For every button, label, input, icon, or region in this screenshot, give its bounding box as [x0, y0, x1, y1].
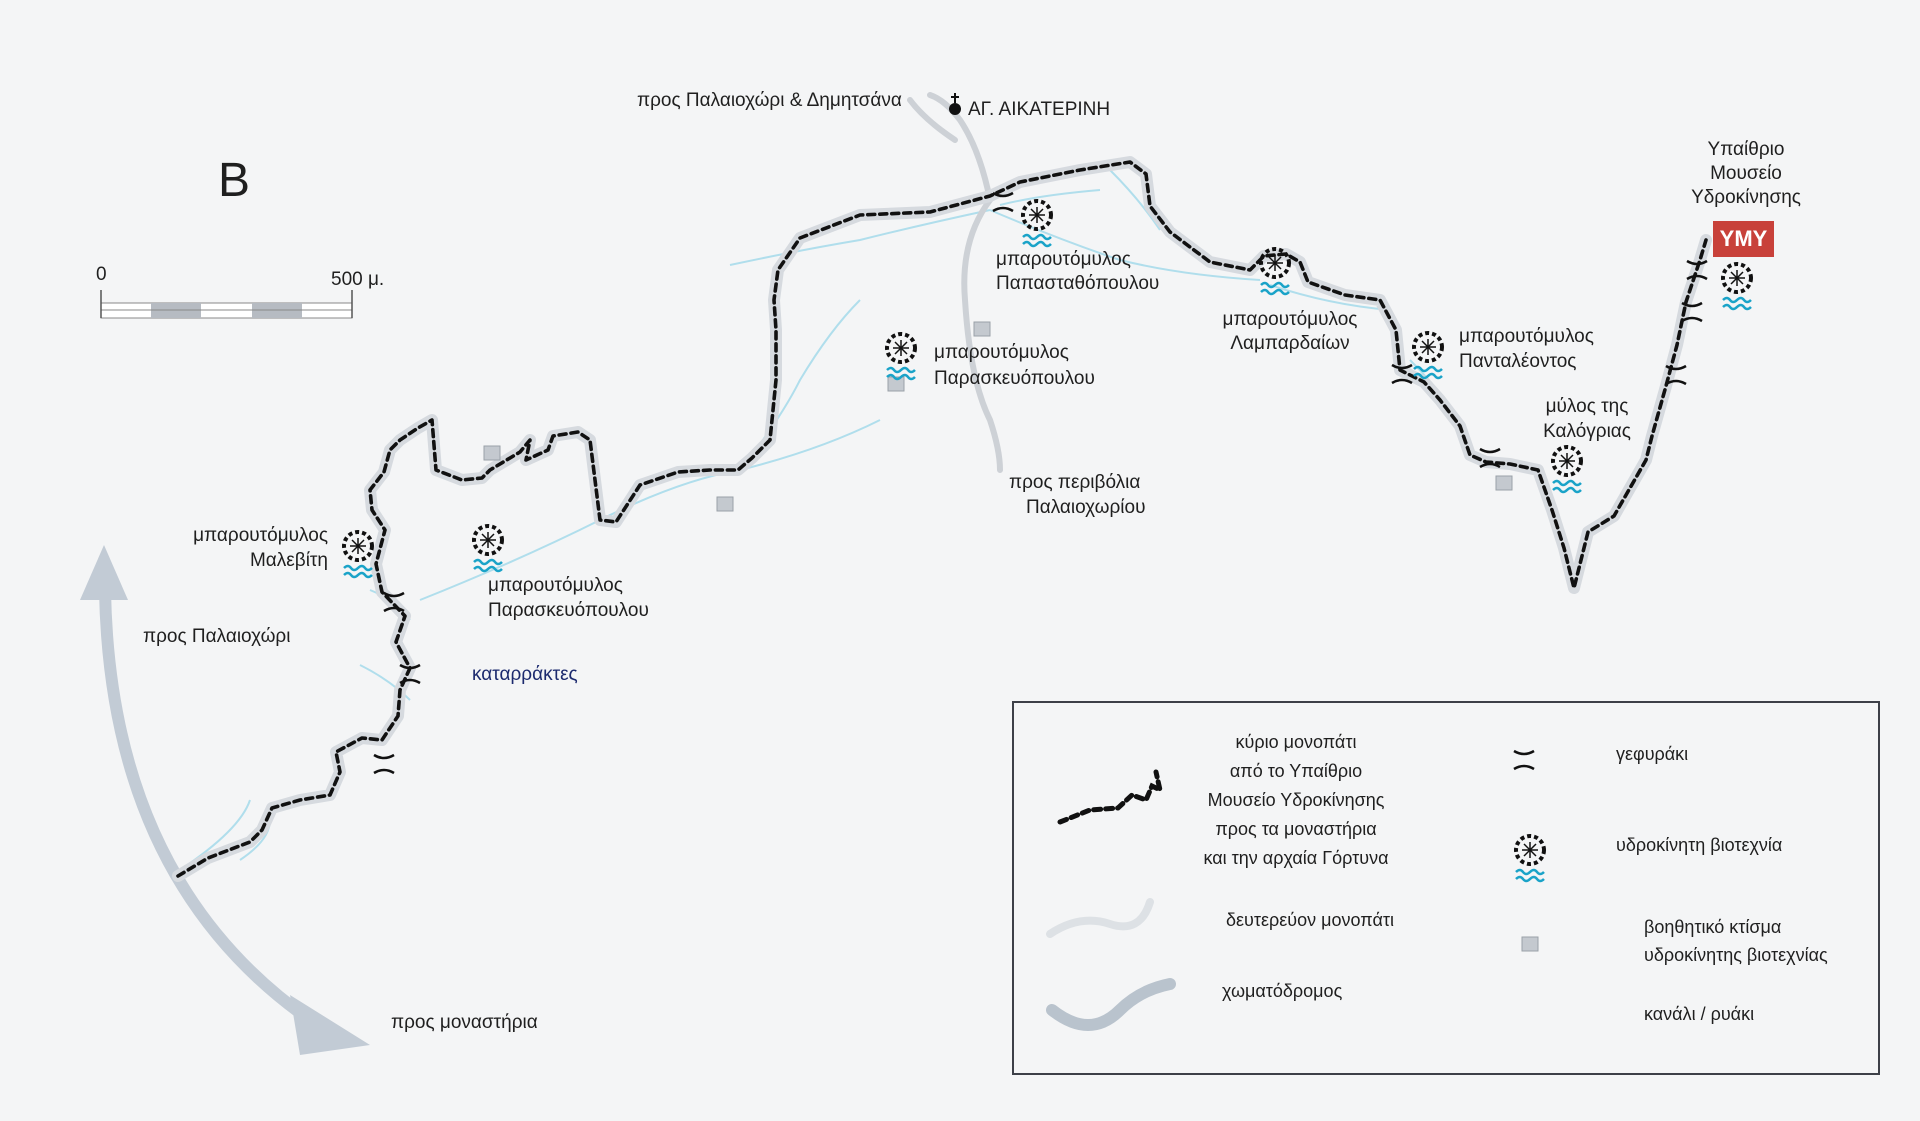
label-museum-3: Υδροκίνησης — [1691, 187, 1801, 208]
label-mill-paraskevopoulou-top-1: μπαρουτόμυλος — [934, 342, 1069, 363]
secondary-trails — [910, 95, 1000, 470]
label-mill-pantaleontos-1: μπαρουτόμυλος — [1459, 326, 1594, 347]
scale-max-label: 500 μ. — [331, 269, 385, 290]
label-mill-papastathopoulou-1: μπαρουτόμυλος — [996, 249, 1131, 270]
scale-zero-label: 0 — [96, 264, 107, 285]
label-to-palaiochori: προς Παλαιοχώρι — [143, 626, 291, 647]
label-mill-malevit-2: Μαλεβίτη — [249, 550, 328, 571]
legend-dirt-road: χωματόδρομος — [1222, 981, 1343, 1001]
label-north-top: προς Παλαιοχώρι & Δημητσάνα — [637, 90, 902, 111]
legend-secondary-trail: δευτερεύον μονοπάτι — [1226, 910, 1394, 930]
label-mill-paraskevopoulou-top-2: Παρασκευόπουλου — [934, 368, 1095, 389]
legend-bridge: γεφυράκι — [1616, 744, 1689, 764]
label-waterfalls: καταρράκτες — [472, 664, 578, 685]
legend-channel: κανάλι / ρυάκι — [1644, 1004, 1755, 1024]
legend-main-trail-5: και την αρχαία Γόρτυνα — [1203, 848, 1389, 868]
label-mill-papastathopoulou-2: Παπασταθόπουλου — [996, 273, 1160, 294]
label-mill-malevit-1: μπαρουτόμυλος — [193, 525, 328, 546]
legend-main-trail-1: κύριο μονοπάτι — [1235, 732, 1357, 752]
legend-aux-building-2: υδροκίνητης βιοτεχνίας — [1644, 945, 1828, 965]
legend-aux-building-1: βοηθητικό κτίσμα — [1644, 917, 1782, 937]
map-letter: B — [218, 154, 251, 207]
label-mill-lampardaion-2: Λαμπαρδαίων — [1230, 333, 1350, 354]
church-icon — [949, 93, 961, 115]
label-museum-2: Μουσείο — [1710, 163, 1782, 184]
label-mill-pantaleontos-2: Πανταλέοντος — [1459, 351, 1577, 372]
label-mill-paraskevopoulou-low-2: Παρασκευόπουλου — [488, 600, 649, 621]
label-mill-paraskevopoulou-low-1: μπαρουτόμυλος — [488, 575, 623, 596]
label-to-monasteries: προς μοναστήρια — [391, 1012, 538, 1033]
label-mill-lampardaion-1: μπαρουτόμυλος — [1222, 309, 1358, 330]
label-museum-badge: ΥΜΥ — [1719, 226, 1768, 251]
label-mill-kalogrias-2: Καλόγριας — [1543, 421, 1631, 442]
legend-main-trail-2: από το Υπαίθριο — [1229, 761, 1363, 781]
label-mill-kalogrias-1: μύλος της — [1545, 396, 1629, 417]
label-church: ΑΓ. ΑΙΚΑΤΕΡΙΝΗ — [968, 99, 1111, 120]
label-orchards-2: Παλαιοχωρίου — [1026, 497, 1146, 518]
legend-workshop: υδροκίνητη βιοτεχνία — [1616, 835, 1783, 855]
label-museum-1: Υπαίθριο — [1707, 139, 1785, 160]
legend-main-trail-4: προς τα μοναστήρια — [1215, 819, 1377, 839]
legend-main-trail-3: Μουσείο Υδροκίνησης — [1207, 790, 1385, 810]
scale-bar — [101, 290, 352, 318]
label-orchards-1: προς περιβόλια — [1009, 472, 1141, 493]
